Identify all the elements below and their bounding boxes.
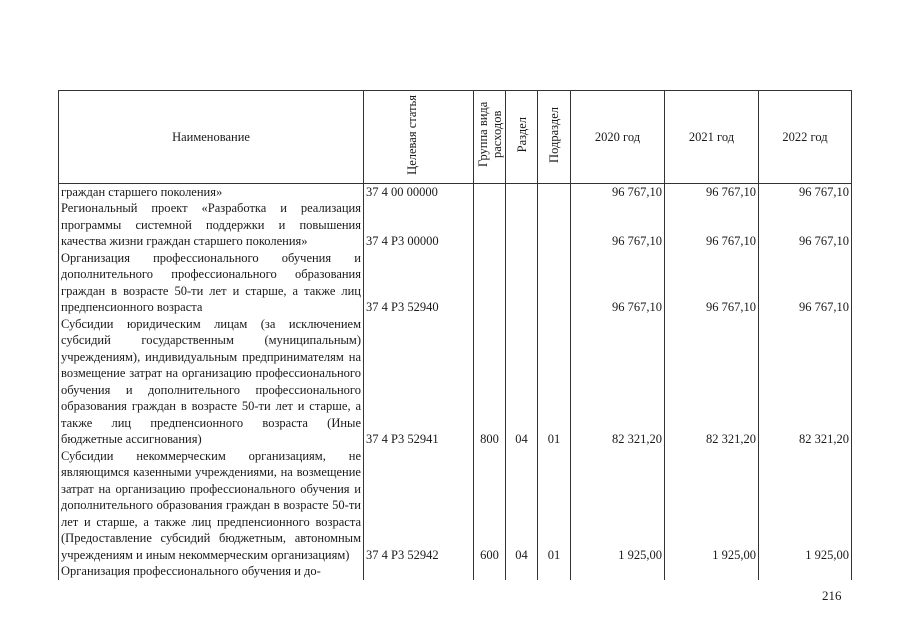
row-target-article: 37 4 00 00000 [364,183,474,200]
row-expense-group [474,183,506,200]
row-subsection: 01 [538,448,571,564]
row-2021: 1 925,00 [665,448,759,564]
row-subsection [538,250,571,316]
row-expense-group [474,200,506,250]
row-2022: 96 767,10 [759,250,852,316]
row-section [506,563,538,580]
row-expense-group [474,563,506,580]
row-2022: 96 767,10 [759,183,852,200]
row-name: Субсидии юридическим лицам (за исключением субсидий государственным (муниципальным) учреждениям), индивидуальным предпринимателям на возмещение затрат на организацию профессионального обучения и дополнительного профессионального образования граждан в возрасте 50-ти лет и старше, а также лиц предпенсионного возраста (Иные бюджетные ассигнования) [59,316,364,448]
header-target-article: Целевая статья [364,91,474,184]
row-2021: 96 767,10 [665,250,759,316]
row-2021: 96 767,10 [665,183,759,200]
header-2021: 2021 год [665,91,759,184]
row-target-article: 37 4 P3 00000 [364,200,474,250]
budget-table [58,90,852,580]
header-expense-group: Группа вида расходов [474,91,506,184]
row-subsection [538,183,571,200]
row-2021 [665,563,759,580]
table-row [59,563,852,580]
row-subsection [538,200,571,250]
row-subsection: 01 [538,316,571,448]
row-section [506,183,538,200]
row-2022: 96 767,10 [759,200,852,250]
table-row [59,183,852,200]
row-2021: 82 321,20 [665,316,759,448]
row-2020: 96 767,10 [571,200,665,250]
row-section: 04 [506,316,538,448]
row-section: 04 [506,448,538,564]
table-row [59,250,852,316]
row-name: Организация профессионального обучения и до- [59,563,364,580]
row-section [506,200,538,250]
header-name: Наименование [59,91,364,184]
row-expense-group: 600 [474,448,506,564]
header-2022: 2022 год [759,91,852,184]
row-2020: 96 767,10 [571,183,665,200]
page-number: 216 [822,588,842,603]
row-subsection [538,563,571,580]
header-section: Раздел [506,91,538,184]
row-target-article: 37 4 P3 52941 [364,316,474,448]
row-name: Региональный проект «Разработка и реализация программы системной поддержки и повышения качества жизни граждан старшего поколения» [59,200,364,250]
row-2020: 96 767,10 [571,250,665,316]
table-row [59,316,852,448]
header-2020: 2020 год [571,91,665,184]
table-row [59,448,852,564]
row-2022 [759,563,852,580]
row-expense-group: 800 [474,316,506,448]
row-2020: 1 925,00 [571,448,665,564]
row-name: граждан старшего поколения» [59,183,364,200]
row-2022: 82 321,20 [759,316,852,448]
header-subsection: Подраздел [538,91,571,184]
row-name: Организация профессионального обучения и дополнительного профессионального образования граждан в возрасте 50-ти лет и старше, а также лиц предпенсионного возраста [59,250,364,316]
row-2021: 96 767,10 [665,200,759,250]
row-target-article: 37 4 P3 52940 [364,250,474,316]
row-2020 [571,563,665,580]
row-target-article [364,563,474,580]
header-row [59,91,852,184]
row-2022: 1 925,00 [759,448,852,564]
row-name: Субсидии некоммерческим организациям, не являющимся казенными учреждениями, на возмещение затрат на организацию профессионального обучения и дополнительного образования граждан в возрасте 50-ти лет и старше, а также лиц предпенсионного возраста (Предоставление субсидий бюджетным, автономным учреждениям и иным некоммерческим организациям) [59,448,364,564]
row-expense-group [474,250,506,316]
row-target-article: 37 4 P3 52942 [364,448,474,564]
row-section [506,250,538,316]
budget-table-region [58,90,851,578]
row-2020: 82 321,20 [571,316,665,448]
table-row [59,200,852,250]
